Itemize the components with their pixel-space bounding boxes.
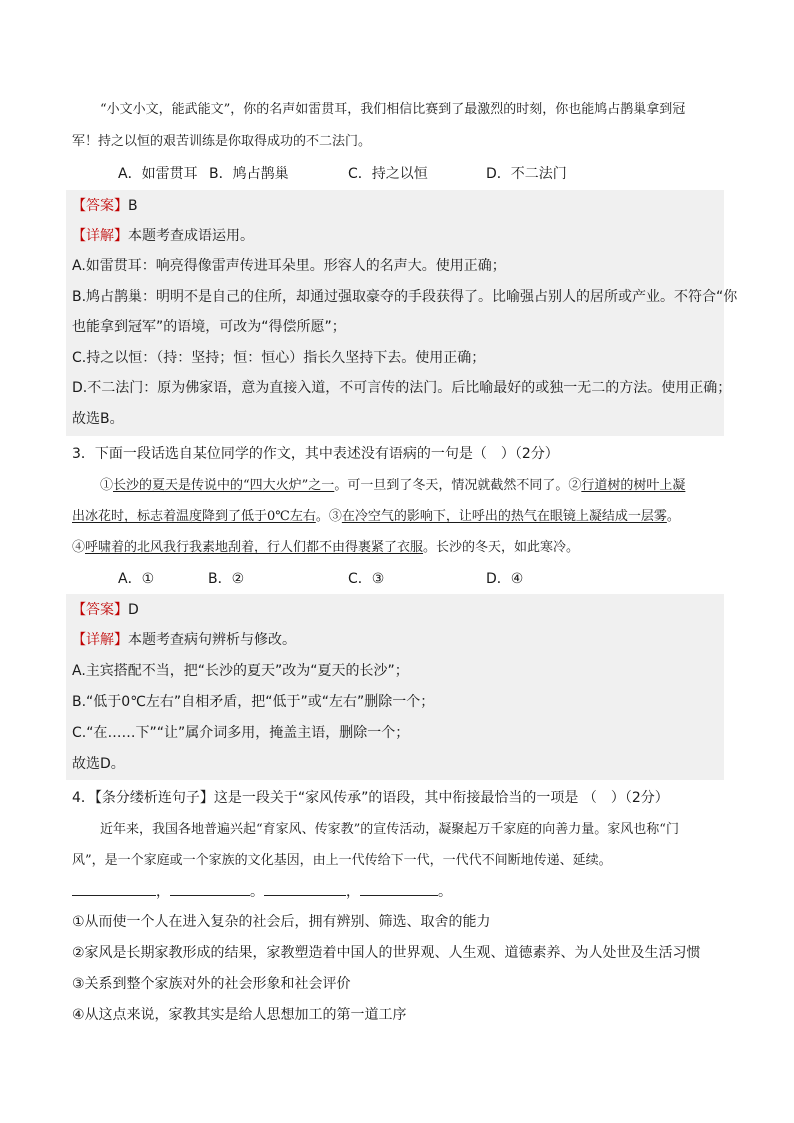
detail-intro: 本题考查成语运用。: [128, 228, 254, 244]
blank-sep-2: 。: [250, 884, 264, 900]
q3-conclusion: 故选D。: [72, 756, 125, 772]
blank-1[interactable]: [72, 883, 156, 896]
q2-option-a: A．如雷贯耳: [118, 166, 198, 182]
q3-detail-a: A.主宾搭配不当，把“长沙的夏天”改为“夏天的长沙”；: [72, 663, 409, 679]
q2-answer-box: [66, 190, 738, 436]
q3-option-c: C．③: [348, 571, 385, 587]
q3-detail-b: B.“低于0℃左右”自相矛盾，把“低于”或“左右”删除一个；: [72, 694, 435, 710]
q3-sentence2-end: 出冰花时，标志着温度降到了低于0℃左右: [72, 509, 316, 524]
q2-conclusion: 故选B。: [72, 411, 124, 427]
q3-stem: 3．下面一段话选自某位同学的作文，其中表述没有语病的一句是（ ）（2分）: [72, 446, 559, 462]
q2-stem-line2: 军！持之以恒的艰苦训练是你取得成功的不二法门。: [72, 134, 372, 149]
q3-num4: ④: [72, 540, 86, 555]
q2-stem-line1: “小文小文，能武能文”，你的名声如雷贯耳，我们相信比赛到了最激烈的时刻，你也能鸠占鹊巢拿到冠: [100, 102, 686, 117]
q2-option-b: B．鸠占鹊巢: [209, 166, 289, 182]
q4-stem: 4．【条分缕析连句子】这是一段关于“家风传承”的语段，其中衔接最恰当的一项是 （ ）（2分）: [72, 790, 669, 806]
q3-text4: 。长沙的冬天，如此寒冷。: [423, 540, 580, 555]
blank-2[interactable]: [170, 883, 250, 896]
detail-tag: 【详解】: [72, 228, 128, 244]
blank-4[interactable]: [360, 883, 438, 896]
q3-period1: 。: [315, 509, 329, 524]
q3-num3: ③: [328, 509, 342, 524]
q3-detail-line: [72, 630, 718, 650]
q3-period2: 。: [666, 509, 680, 524]
q3-num1: ①: [100, 478, 114, 493]
q3-answer-box: [66, 594, 724, 780]
q2-detail-line: [72, 226, 718, 246]
blank-sep-3: ，: [346, 884, 360, 900]
q4-paragraph-line2: 风”，是一个家庭或一个家族的文化基因，由上一代传给下一代，一代代不间断地传递、延续。: [72, 853, 612, 868]
q4-item-2: ②家风是长期家教形成的结果，家教塑造着中国人的世界观、人生观、道德素养、为人处世及生活习惯: [72, 945, 701, 961]
blank-sep-1: ，: [156, 884, 170, 900]
q3-option-a: A．①: [118, 571, 155, 587]
answer-tag: 【答案】: [72, 198, 128, 214]
q3-answer-line: [72, 600, 718, 620]
detail-intro: 本题考查病句辨析与修改。: [128, 632, 296, 648]
q2-option-c: C．持之以恒: [348, 166, 428, 182]
q3-option-b: B．②: [208, 571, 245, 587]
q3-passage-line1: [100, 476, 724, 496]
answer-value: D: [128, 602, 139, 618]
q3-sentence4: 呼啸着的北风我行我素地刮着，行人们都不由得裹紧了衣服: [85, 540, 424, 555]
q2-detail-a: A.如雷贯耳：响亮得像雷声传进耳朵里。形容人的名声大。使用正确；: [72, 258, 506, 274]
answer-tag: 【答案】: [72, 602, 128, 618]
q3-option-d: D．④: [486, 571, 524, 587]
q4-paragraph-line1: 近年来，我国各地普遍兴起“育家风、传家教”的宣传活动，凝聚起万千家庭的向善力量。家风也称“门: [100, 822, 679, 837]
q2-option-d: D．不二法门: [486, 166, 567, 182]
q2-answer-line: [72, 196, 718, 216]
answer-value: B: [128, 198, 138, 214]
q4-item-4: ④从这点来说，家教其实是给人思想加工的第一道工序: [72, 1007, 407, 1023]
q3-sentence2-start: 行道树的树叶上凝: [581, 478, 686, 493]
q4-blanks: [72, 882, 724, 902]
q3-sentence3: 在冷空气的影响下，让呼出的热气在眼镜上凝结成一层雾: [341, 509, 667, 524]
q3-text1: 。可一旦到了冬天，情况就截然不同了。: [334, 478, 569, 493]
q4-item-3: ③关系到整个家族对外的社会形象和社会评价: [72, 976, 351, 992]
q2-detail-b: B.鸠占鹊巢：明明不是自己的住所，却通过强取豪夺的手段获得了。比喻强占别人的居所或产业。不符合“你: [72, 289, 738, 305]
q2-detail-c: C.持之以恒：（持：坚持；恒：恒心）指长久坚持下去。使用正确；: [72, 350, 486, 366]
detail-tag: 【详解】: [72, 632, 128, 648]
q3-sentence1: 长沙的夏天是传说中的“四大火炉”之一: [113, 478, 335, 493]
q4-item-1: ①从而使一个人在进入复杂的社会后，拥有辨别、筛选、取舍的能力: [72, 914, 491, 930]
blank-3[interactable]: [264, 883, 346, 896]
q3-num2: ②: [568, 478, 582, 493]
q3-passage-line3: [72, 538, 724, 558]
q2-detail-b-cont: 也能拿到冠军”的语境，可改为“得偿所愿”；: [72, 319, 346, 335]
q2-detail-d: D.不二法门：原为佛家语，意为直接入道，不可言传的法门。后比喻最好的或独一无二的方法。使用正确；: [72, 380, 732, 396]
blank-sep-4: 。: [438, 884, 452, 900]
q3-passage-line2: [72, 507, 724, 527]
q3-detail-c: C.“在……下”“让”属介词多用，掩盖主语，删除一个；: [72, 725, 410, 741]
